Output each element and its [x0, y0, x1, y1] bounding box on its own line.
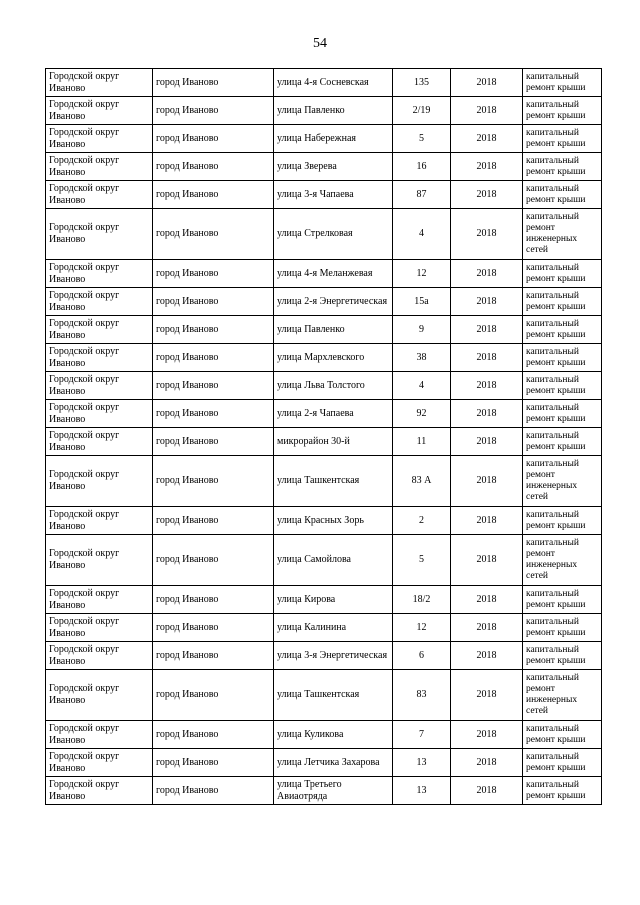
year-cell: 2018: [451, 535, 523, 586]
year-cell: 2018: [451, 400, 523, 428]
table-row: [46, 586, 602, 614]
work-type-cell: капитальный ремонт крыши: [523, 181, 602, 209]
street-cell: микрорайон 30-й: [274, 428, 393, 456]
street-cell: улица 3-я Энергетическая: [274, 642, 393, 670]
house-number-cell: 5: [393, 535, 451, 586]
table-row: [46, 721, 602, 749]
work-type-cell: капитальный ремонт крыши: [523, 642, 602, 670]
municipal-district-cell: Городской округ Иваново: [46, 507, 153, 535]
work-type-cell: капитальный ремонт крыши: [523, 586, 602, 614]
municipal-district-cell: Городской округ Иваново: [46, 209, 153, 260]
year-cell: 2018: [451, 507, 523, 535]
municipal-district-cell: Городской округ Иваново: [46, 288, 153, 316]
house-number-cell: 7: [393, 721, 451, 749]
house-number-cell: 5: [393, 125, 451, 153]
city-cell: город Иваново: [153, 181, 274, 209]
street-cell: улица Калинина: [274, 614, 393, 642]
municipal-district-cell: Городской округ Иваново: [46, 260, 153, 288]
municipal-district-cell: Городской округ Иваново: [46, 535, 153, 586]
work-type-cell: капитальный ремонт инженерных сетей: [523, 209, 602, 260]
work-type-cell: капитальный ремонт крыши: [523, 69, 602, 97]
municipal-district-cell: Городской округ Иваново: [46, 69, 153, 97]
street-cell: улица Куликова: [274, 721, 393, 749]
year-cell: 2018: [451, 777, 523, 805]
street-cell: улица Кирова: [274, 586, 393, 614]
street-cell: улица Ташкентская: [274, 670, 393, 721]
city-cell: город Иваново: [153, 749, 274, 777]
table-row: [46, 614, 602, 642]
year-cell: 2018: [451, 614, 523, 642]
year-cell: 2018: [451, 97, 523, 125]
year-cell: 2018: [451, 181, 523, 209]
work-type-cell: капитальный ремонт крыши: [523, 260, 602, 288]
house-number-cell: 135: [393, 69, 451, 97]
table-row: [46, 670, 602, 721]
table-row: [46, 777, 602, 805]
street-cell: улица Третьего Авиаотряда: [274, 777, 393, 805]
municipal-district-cell: Городской округ Иваново: [46, 670, 153, 721]
city-cell: город Иваново: [153, 507, 274, 535]
house-number-cell: 83: [393, 670, 451, 721]
work-type-cell: капитальный ремонт крыши: [523, 400, 602, 428]
house-number-cell: 12: [393, 614, 451, 642]
street-cell: улица Стрелковая: [274, 209, 393, 260]
city-cell: город Иваново: [153, 670, 274, 721]
municipal-district-cell: Городской округ Иваново: [46, 400, 153, 428]
work-type-cell: капитальный ремонт инженерных сетей: [523, 670, 602, 721]
work-type-cell: капитальный ремонт крыши: [523, 777, 602, 805]
street-cell: улица Ташкентская: [274, 456, 393, 507]
work-type-cell: капитальный ремонт крыши: [523, 97, 602, 125]
work-type-cell: капитальный ремонт крыши: [523, 372, 602, 400]
municipal-district-cell: Городской округ Иваново: [46, 721, 153, 749]
house-number-cell: 4: [393, 372, 451, 400]
city-cell: город Иваново: [153, 69, 274, 97]
year-cell: 2018: [451, 642, 523, 670]
street-cell: улица 4-я Сосневская: [274, 69, 393, 97]
year-cell: 2018: [451, 288, 523, 316]
work-type-cell: капитальный ремонт крыши: [523, 153, 602, 181]
city-cell: город Иваново: [153, 125, 274, 153]
table-row: [46, 125, 602, 153]
work-type-cell: капитальный ремонт крыши: [523, 316, 602, 344]
work-type-cell: капитальный ремонт инженерных сетей: [523, 535, 602, 586]
municipal-district-cell: Городской округ Иваново: [46, 749, 153, 777]
house-number-cell: 92: [393, 400, 451, 428]
year-cell: 2018: [451, 721, 523, 749]
table-row: [46, 400, 602, 428]
year-cell: 2018: [451, 153, 523, 181]
municipal-district-cell: Городской округ Иваново: [46, 125, 153, 153]
table-row: [46, 260, 602, 288]
house-number-cell: 15а: [393, 288, 451, 316]
work-type-cell: капитальный ремонт крыши: [523, 507, 602, 535]
table-row: [46, 344, 602, 372]
street-cell: улица 4-я Меланжевая: [274, 260, 393, 288]
municipal-district-cell: Городской округ Иваново: [46, 153, 153, 181]
table-row: [46, 153, 602, 181]
year-cell: 2018: [451, 69, 523, 97]
work-type-cell: капитальный ремонт крыши: [523, 428, 602, 456]
street-cell: улица Павленко: [274, 316, 393, 344]
city-cell: город Иваново: [153, 153, 274, 181]
house-number-cell: 6: [393, 642, 451, 670]
municipal-district-cell: Городской округ Иваново: [46, 614, 153, 642]
work-type-cell: капитальный ремонт крыши: [523, 344, 602, 372]
city-cell: город Иваново: [153, 372, 274, 400]
table-row: [46, 288, 602, 316]
year-cell: 2018: [451, 670, 523, 721]
city-cell: город Иваново: [153, 428, 274, 456]
house-number-cell: 12: [393, 260, 451, 288]
house-number-cell: 16: [393, 153, 451, 181]
street-cell: улица Зверева: [274, 153, 393, 181]
table-row: [46, 428, 602, 456]
year-cell: 2018: [451, 344, 523, 372]
table-row: [46, 642, 602, 670]
house-number-cell: 18/2: [393, 586, 451, 614]
year-cell: 2018: [451, 749, 523, 777]
city-cell: город Иваново: [153, 400, 274, 428]
table-row: [46, 181, 602, 209]
municipal-district-cell: Городской округ Иваново: [46, 372, 153, 400]
city-cell: город Иваново: [153, 456, 274, 507]
municipal-district-cell: Городской округ Иваново: [46, 344, 153, 372]
street-cell: улица Летчика Захарова: [274, 749, 393, 777]
house-number-cell: 87: [393, 181, 451, 209]
house-number-cell: 83 А: [393, 456, 451, 507]
house-number-cell: 13: [393, 749, 451, 777]
table-row: [46, 209, 602, 260]
street-cell: улица Мархлевского: [274, 344, 393, 372]
city-cell: город Иваново: [153, 614, 274, 642]
work-type-cell: капитальный ремонт крыши: [523, 721, 602, 749]
table-row: [46, 749, 602, 777]
municipal-district-cell: Городской округ Иваново: [46, 777, 153, 805]
municipal-district-cell: Городской округ Иваново: [46, 316, 153, 344]
work-type-cell: капитальный ремонт крыши: [523, 749, 602, 777]
city-cell: город Иваново: [153, 288, 274, 316]
house-number-cell: 9: [393, 316, 451, 344]
city-cell: город Иваново: [153, 721, 274, 749]
register-body: [46, 69, 602, 805]
work-type-cell: капитальный ремонт инженерных сетей: [523, 456, 602, 507]
page-number: 54: [313, 36, 327, 51]
work-type-cell: капитальный ремонт крыши: [523, 288, 602, 316]
city-cell: город Иваново: [153, 260, 274, 288]
table-row: [46, 97, 602, 125]
year-cell: 2018: [451, 260, 523, 288]
street-cell: улица 3-я Чапаева: [274, 181, 393, 209]
street-cell: улица 2-я Чапаева: [274, 400, 393, 428]
year-cell: 2018: [451, 456, 523, 507]
municipal-district-cell: Городской округ Иваново: [46, 642, 153, 670]
house-number-cell: 2/19: [393, 97, 451, 125]
municipal-district-cell: Городской округ Иваново: [46, 428, 153, 456]
table-row: [46, 372, 602, 400]
house-number-cell: 13: [393, 777, 451, 805]
street-cell: улица Льва Толстого: [274, 372, 393, 400]
repair-register-table: [45, 68, 602, 805]
house-number-cell: 2: [393, 507, 451, 535]
table-row: [46, 316, 602, 344]
table-row: [46, 535, 602, 586]
table-row: [46, 69, 602, 97]
city-cell: город Иваново: [153, 316, 274, 344]
city-cell: город Иваново: [153, 344, 274, 372]
year-cell: 2018: [451, 372, 523, 400]
year-cell: 2018: [451, 209, 523, 260]
table-row: [46, 456, 602, 507]
street-cell: улица Самойлова: [274, 535, 393, 586]
table-row: [46, 507, 602, 535]
work-type-cell: капитальный ремонт крыши: [523, 125, 602, 153]
house-number-cell: 4: [393, 209, 451, 260]
street-cell: улица Павленко: [274, 97, 393, 125]
house-number-cell: 38: [393, 344, 451, 372]
work-type-cell: капитальный ремонт крыши: [523, 614, 602, 642]
municipal-district-cell: Городской округ Иваново: [46, 97, 153, 125]
municipal-district-cell: Городской округ Иваново: [46, 181, 153, 209]
year-cell: 2018: [451, 125, 523, 153]
street-cell: улица Красных Зорь: [274, 507, 393, 535]
year-cell: 2018: [451, 428, 523, 456]
city-cell: город Иваново: [153, 209, 274, 260]
municipal-district-cell: Городской округ Иваново: [46, 586, 153, 614]
city-cell: город Иваново: [153, 777, 274, 805]
city-cell: город Иваново: [153, 97, 274, 125]
city-cell: город Иваново: [153, 586, 274, 614]
street-cell: улица Набережная: [274, 125, 393, 153]
city-cell: город Иваново: [153, 642, 274, 670]
year-cell: 2018: [451, 316, 523, 344]
city-cell: город Иваново: [153, 535, 274, 586]
municipal-district-cell: Городской округ Иваново: [46, 456, 153, 507]
house-number-cell: 11: [393, 428, 451, 456]
street-cell: улица 2-я Энергетическая: [274, 288, 393, 316]
year-cell: 2018: [451, 586, 523, 614]
